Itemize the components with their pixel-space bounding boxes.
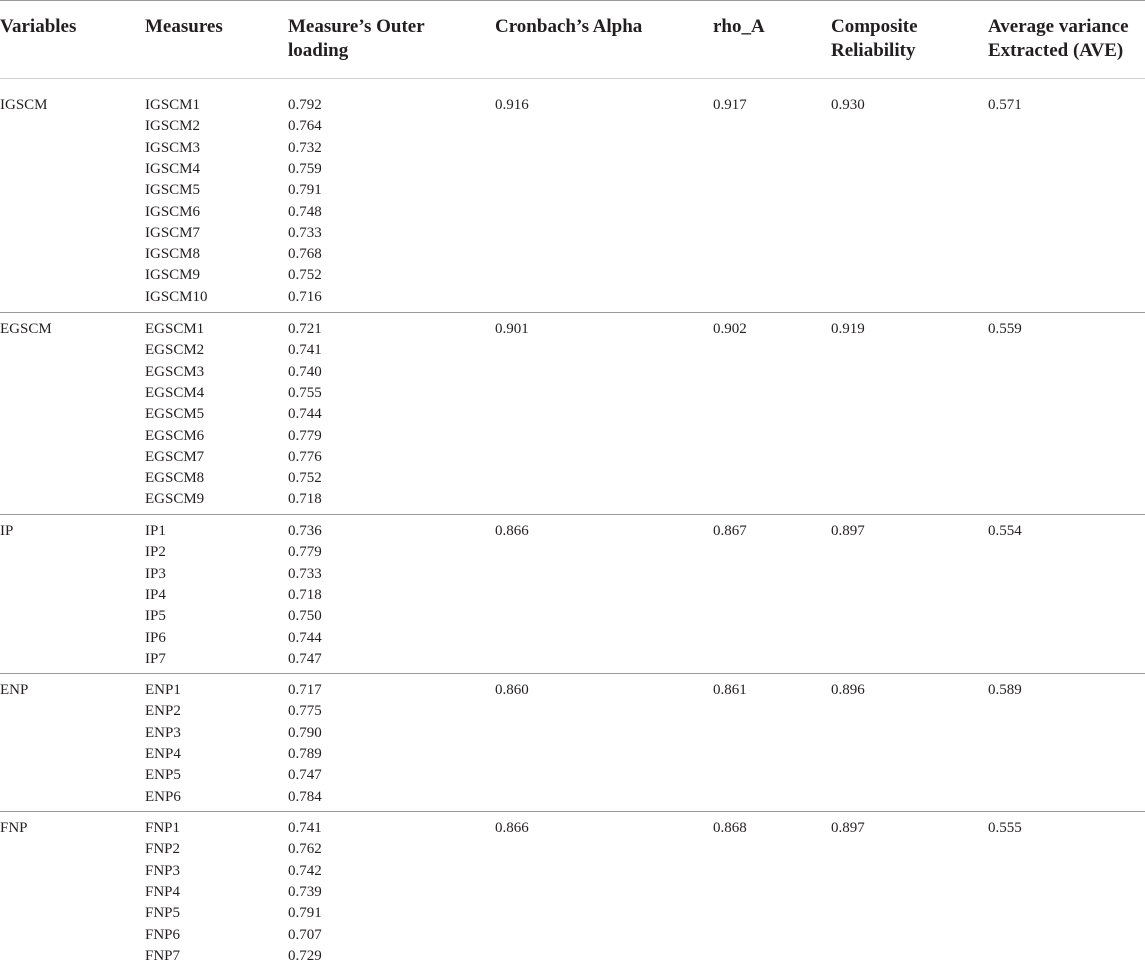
measure-name: EGSCM1: [145, 321, 205, 337]
cronbach-alpha-value: 0.866: [495, 820, 529, 836]
header-text: rho_A: [713, 16, 765, 37]
variable-name: IGSCM: [0, 97, 48, 113]
outer-loading-value: 0.744: [288, 406, 322, 423]
measure-name: IP4: [145, 586, 166, 603]
header-measures: [145, 15, 223, 39]
composite-reliability-value: 0.919: [831, 321, 865, 337]
measure-name: IGSCM9: [145, 267, 201, 284]
outer-loading-value: 0.752: [288, 267, 322, 284]
ave-value: 0.555: [988, 820, 1022, 836]
header-text: Extracted (AVE): [988, 40, 1124, 61]
variable-name: FNP: [0, 820, 28, 836]
outer-loading-value: 0.733: [288, 565, 322, 582]
outer-loading-value: 0.718: [288, 586, 322, 603]
outer-loading-value: 0.716: [288, 288, 322, 305]
measure-name: IGSCM5: [145, 182, 201, 199]
rho-a-value: 0.868: [713, 820, 747, 836]
cronbach-alpha-value: 0.901: [495, 321, 529, 337]
header-text: Composite: [831, 16, 918, 37]
outer-loading-value: 0.740: [288, 363, 322, 380]
measure-name: ENP5: [145, 767, 181, 784]
outer-loading-value: 0.789: [288, 745, 322, 762]
outer-loading-value: 0.739: [288, 883, 322, 900]
outer-loading-value: 0.718: [288, 491, 322, 508]
outer-loading-value: 0.779: [288, 544, 322, 561]
variable-name: EGSCM: [0, 321, 52, 337]
rho-a-value: 0.861: [713, 682, 747, 698]
header-text: loading: [288, 40, 349, 61]
outer-loading-value: 0.717: [288, 682, 322, 698]
group-divider-rule: [0, 312, 1145, 313]
outer-loading-value: 0.748: [288, 203, 322, 220]
outer-loading-value: 0.752: [288, 470, 322, 487]
measure-name: IGSCM2: [145, 118, 201, 135]
outer-loading-value: 0.741: [288, 342, 322, 359]
outer-loading-value: 0.744: [288, 629, 322, 646]
outer-loading-value: 0.742: [288, 862, 322, 879]
measure-name: IP1: [145, 523, 166, 539]
header-text: Reliability: [831, 40, 916, 61]
measure-name: IP5: [145, 608, 166, 625]
cronbach-alpha-value: 0.866: [495, 523, 529, 539]
measure-name: EGSCM6: [145, 427, 205, 444]
composite-reliability-value: 0.897: [831, 523, 865, 539]
measure-name: FNP5: [145, 905, 181, 922]
measure-name: IP3: [145, 565, 166, 582]
header-text: Cronbach’s Alpha: [495, 16, 643, 37]
outer-loading-value: 0.747: [288, 767, 322, 784]
measure-name: FNP3: [145, 862, 181, 879]
outer-loading-value: 0.790: [288, 724, 322, 741]
composite-reliability-value: 0.896: [831, 682, 865, 698]
ave-value: 0.554: [988, 523, 1022, 539]
measure-name: ENP1: [145, 682, 181, 698]
outer-loading-value: 0.747: [288, 650, 322, 667]
measure-name: IGSCM10: [145, 288, 208, 305]
measure-name: EGSCM5: [145, 406, 205, 423]
measure-name: IGSCM3: [145, 139, 201, 156]
outer-loading-value: 0.784: [288, 788, 322, 805]
measure-name: FNP6: [145, 926, 181, 943]
ave-value: 0.559: [988, 321, 1022, 337]
outer-loading-value: 0.736: [288, 523, 322, 539]
outer-loading-value: 0.764: [288, 118, 322, 135]
ave-value: 0.571: [988, 97, 1022, 113]
measure-name: IGSCM1: [145, 97, 201, 113]
variable-name: IP: [0, 523, 14, 539]
composite-reliability-value: 0.930: [831, 97, 865, 113]
measure-name: ENP3: [145, 724, 181, 741]
header-composite-reliability: [831, 15, 918, 63]
outer-loading-value: 0.707: [288, 926, 322, 943]
header-text: Variables: [0, 16, 77, 37]
composite-reliability-value: 0.897: [831, 820, 865, 836]
header-outer-loading: [288, 15, 425, 63]
measure-name: EGSCM7: [145, 448, 205, 465]
header-text: Measure’s Outer: [288, 16, 425, 37]
outer-loading-value: 0.729: [288, 947, 322, 964]
measure-name: IGSCM8: [145, 246, 201, 263]
outer-loading-value: 0.755: [288, 384, 322, 401]
rho-a-value: 0.867: [713, 523, 747, 539]
group-divider-rule: [0, 811, 1145, 812]
outer-loading-value: 0.775: [288, 703, 322, 720]
outer-loading-value: 0.733: [288, 224, 322, 241]
measure-name: ENP2: [145, 703, 181, 720]
table-top-rule: [0, 0, 1145, 1]
outer-loading-value: 0.741: [288, 820, 322, 836]
measure-name: FNP7: [145, 947, 181, 964]
measure-name: EGSCM9: [145, 491, 205, 508]
outer-loading-value: 0.721: [288, 321, 322, 337]
header-text: Average variance: [988, 16, 1129, 37]
group-divider-rule: [0, 514, 1145, 515]
cronbach-alpha-value: 0.916: [495, 97, 529, 113]
outer-loading-value: 0.791: [288, 182, 322, 199]
header-bottom-rule: [0, 78, 1145, 79]
measure-name: IP7: [145, 650, 166, 667]
measure-name: EGSCM4: [145, 384, 205, 401]
ave-value: 0.589: [988, 682, 1022, 698]
measure-name: IGSCM4: [145, 160, 201, 177]
measure-name: IGSCM6: [145, 203, 201, 220]
outer-loading-value: 0.762: [288, 841, 322, 858]
header-cronbach-alpha: [495, 15, 642, 39]
measure-name: ENP4: [145, 745, 181, 762]
measure-name: EGSCM3: [145, 363, 205, 380]
measure-name: EGSCM2: [145, 342, 205, 359]
header-variables: [0, 15, 76, 39]
outer-loading-value: 0.759: [288, 160, 322, 177]
outer-loading-value: 0.768: [288, 246, 322, 263]
measure-name: FNP4: [145, 883, 181, 900]
header-ave: [988, 15, 1129, 63]
rho-a-value: 0.902: [713, 321, 747, 337]
measure-name: EGSCM8: [145, 470, 205, 487]
header-text: Measures: [145, 16, 223, 37]
outer-loading-value: 0.792: [288, 97, 322, 113]
variable-name: ENP: [0, 682, 29, 698]
header-rho-a: [713, 15, 765, 39]
measure-name: FNP2: [145, 841, 181, 858]
measure-name: IP2: [145, 544, 166, 561]
outer-loading-value: 0.779: [288, 427, 322, 444]
outer-loading-value: 0.791: [288, 905, 322, 922]
outer-loading-value: 0.732: [288, 139, 322, 156]
cronbach-alpha-value: 0.860: [495, 682, 529, 698]
outer-loading-value: 0.776: [288, 448, 322, 465]
outer-loading-value: 0.750: [288, 608, 322, 625]
measure-name: IP6: [145, 629, 166, 646]
measure-name: FNP1: [145, 820, 181, 836]
rho-a-value: 0.917: [713, 97, 747, 113]
group-divider-rule: [0, 673, 1145, 674]
measure-name: ENP6: [145, 788, 181, 805]
measure-name: IGSCM7: [145, 224, 201, 241]
